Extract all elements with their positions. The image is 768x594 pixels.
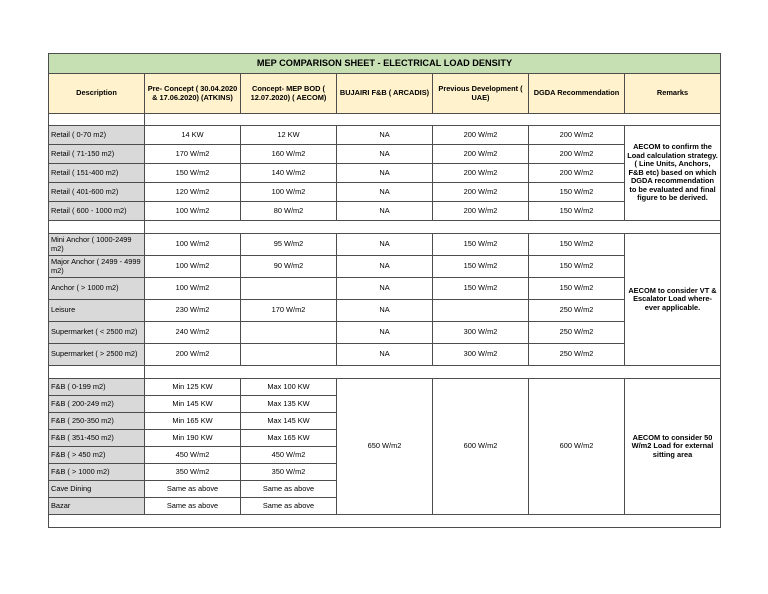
cell-arcadis: NA — [337, 344, 433, 366]
cell-concept: 170 W/m2 — [241, 300, 337, 322]
row-description: Anchor ( > 1000 m2) — [49, 278, 145, 300]
cell-arcadis: NA — [337, 322, 433, 344]
cell-arcadis-fnb: 650 W/m2 — [337, 379, 433, 515]
cell-pre-concept: 200 W/m2 — [145, 344, 241, 366]
row-description: F&B ( 250-350 m2) — [49, 413, 145, 430]
cell-previous: 200 W/m2 — [433, 202, 529, 221]
cell-concept — [241, 322, 337, 344]
cell-arcadis: NA — [337, 126, 433, 145]
cell-concept: Max 135 KW — [241, 396, 337, 413]
cell-dgda: 200 W/m2 — [529, 126, 625, 145]
spacer-row — [145, 366, 721, 379]
cell-arcadis: NA — [337, 202, 433, 221]
cell-arcadis: NA — [337, 164, 433, 183]
remark-anchor: AECOM to consider VT & Escalator Load where-ever applicable. — [625, 234, 721, 366]
cell-previous: 150 W/m2 — [433, 256, 529, 278]
cell-pre-concept: 170 W/m2 — [145, 145, 241, 164]
cell-pre-concept: Min 145 KW — [145, 396, 241, 413]
cell-dgda: 250 W/m2 — [529, 322, 625, 344]
header-remarks: Remarks — [625, 74, 721, 114]
cell-concept: 90 W/m2 — [241, 256, 337, 278]
spacer-row — [49, 366, 145, 379]
cell-previous: 300 W/m2 — [433, 322, 529, 344]
cell-concept: 160 W/m2 — [241, 145, 337, 164]
cell-pre-concept: 14 KW — [145, 126, 241, 145]
row-description: Retail ( 401-600 m2) — [49, 183, 145, 202]
cell-dgda: 150 W/m2 — [529, 234, 625, 256]
cell-arcadis: NA — [337, 256, 433, 278]
cell-concept: 95 W/m2 — [241, 234, 337, 256]
header-previous-development: Previous Development ( UAE) — [433, 74, 529, 114]
row-description: F&B ( 0-199 m2) — [49, 379, 145, 396]
cell-concept: Same as above — [241, 498, 337, 515]
row-description: Major Anchor ( 2499 - 4999 m2) — [49, 256, 145, 278]
header-description: Description — [49, 74, 145, 114]
row-description: F&B ( > 1000 m2) — [49, 464, 145, 481]
cell-concept: Max 165 KW — [241, 430, 337, 447]
row-description: F&B ( 200-249 m2) — [49, 396, 145, 413]
cell-concept — [241, 344, 337, 366]
spacer-row — [49, 114, 145, 126]
remark-fnb: AECOM to consider 50 W/m2 Load for external sitting area — [625, 379, 721, 515]
cell-pre-concept: 100 W/m2 — [145, 278, 241, 300]
header-dgda-recommendation: DGDA Recommendation — [529, 74, 625, 114]
cell-pre-concept: 230 W/m2 — [145, 300, 241, 322]
cell-concept: 100 W/m2 — [241, 183, 337, 202]
cell-arcadis: NA — [337, 278, 433, 300]
cell-pre-concept: 100 W/m2 — [145, 234, 241, 256]
cell-pre-concept: 240 W/m2 — [145, 322, 241, 344]
remark-retail: AECOM to confirm the Load calculation strategy.( Line Units, Anchors, F&B etc) based on which DGDA recommendation to be evaluated and final figure to be derived. — [625, 126, 721, 221]
cell-dgda: 250 W/m2 — [529, 300, 625, 322]
cell-concept: 450 W/m2 — [241, 447, 337, 464]
header-concept-mep-bod: Concept- MEP BOD ( 12.07.2020) ( AECOM) — [241, 74, 337, 114]
cell-arcadis: NA — [337, 183, 433, 202]
cell-previous: 200 W/m2 — [433, 183, 529, 202]
cell-previous: 150 W/m2 — [433, 234, 529, 256]
row-description: F&B ( > 450 m2) — [49, 447, 145, 464]
cell-concept: 350 W/m2 — [241, 464, 337, 481]
cell-pre-concept: Min 165 KW — [145, 413, 241, 430]
cell-arcadis: NA — [337, 145, 433, 164]
cell-pre-concept: 120 W/m2 — [145, 183, 241, 202]
cell-previous: 200 W/m2 — [433, 164, 529, 183]
row-description: Supermarket ( < 2500 m2) — [49, 322, 145, 344]
cell-dgda: 200 W/m2 — [529, 145, 625, 164]
cell-dgda-fnb: 600 W/m2 — [529, 379, 625, 515]
row-description: Supermarket ( > 2500 m2) — [49, 344, 145, 366]
sheet-title: MEP COMPARISON SHEET - ELECTRICAL LOAD DENSITY — [49, 54, 721, 74]
cell-pre-concept: 150 W/m2 — [145, 164, 241, 183]
cell-pre-concept: Same as above — [145, 481, 241, 498]
row-description: Cave Dining — [49, 481, 145, 498]
row-description: Mini Anchor ( 1000-2499 m2) — [49, 234, 145, 256]
cell-concept: Max 145 KW — [241, 413, 337, 430]
row-description: Retail ( 151-400 m2) — [49, 164, 145, 183]
cell-pre-concept: 100 W/m2 — [145, 256, 241, 278]
cell-previous — [433, 300, 529, 322]
cell-pre-concept: Min 125 KW — [145, 379, 241, 396]
cell-previous: 150 W/m2 — [433, 278, 529, 300]
cell-dgda: 150 W/m2 — [529, 202, 625, 221]
cell-dgda: 150 W/m2 — [529, 278, 625, 300]
cell-concept: 80 W/m2 — [241, 202, 337, 221]
cell-pre-concept: 350 W/m2 — [145, 464, 241, 481]
cell-dgda: 150 W/m2 — [529, 183, 625, 202]
cell-dgda: 200 W/m2 — [529, 164, 625, 183]
cell-dgda: 250 W/m2 — [529, 344, 625, 366]
spacer-row — [145, 114, 721, 126]
cell-arcadis: NA — [337, 234, 433, 256]
cell-concept: Same as above — [241, 481, 337, 498]
cell-previous: 300 W/m2 — [433, 344, 529, 366]
cell-previous: 200 W/m2 — [433, 126, 529, 145]
cell-pre-concept: Same as above — [145, 498, 241, 515]
cell-previous-fnb: 600 W/m2 — [433, 379, 529, 515]
cell-pre-concept: Min 190 KW — [145, 430, 241, 447]
row-description: Bazar — [49, 498, 145, 515]
cell-concept: Max 100 KW — [241, 379, 337, 396]
row-description: Leisure — [49, 300, 145, 322]
cell-concept: 12 KW — [241, 126, 337, 145]
spacer-row — [49, 515, 721, 528]
cell-pre-concept: 450 W/m2 — [145, 447, 241, 464]
load-density-table — [48, 53, 721, 528]
spacer-row — [49, 221, 145, 234]
cell-dgda: 150 W/m2 — [529, 256, 625, 278]
cell-concept: 140 W/m2 — [241, 164, 337, 183]
cell-arcadis: NA — [337, 300, 433, 322]
cell-previous: 200 W/m2 — [433, 145, 529, 164]
row-description: F&B ( 351-450 m2) — [49, 430, 145, 447]
spacer-row — [145, 221, 721, 234]
row-description: Retail ( 0-70 m2) — [49, 126, 145, 145]
header-pre-concept: Pre- Concept ( 30.04.2020 & 17.06.2020) (ATKINS) — [145, 74, 241, 114]
header-bujairi-fnb: BUJAIRI F&B ( ARCADIS) — [337, 74, 433, 114]
cell-concept — [241, 278, 337, 300]
row-description: Retail ( 600 - 1000 m2) — [49, 202, 145, 221]
cell-pre-concept: 100 W/m2 — [145, 202, 241, 221]
row-description: Retail ( 71-150 m2) — [49, 145, 145, 164]
